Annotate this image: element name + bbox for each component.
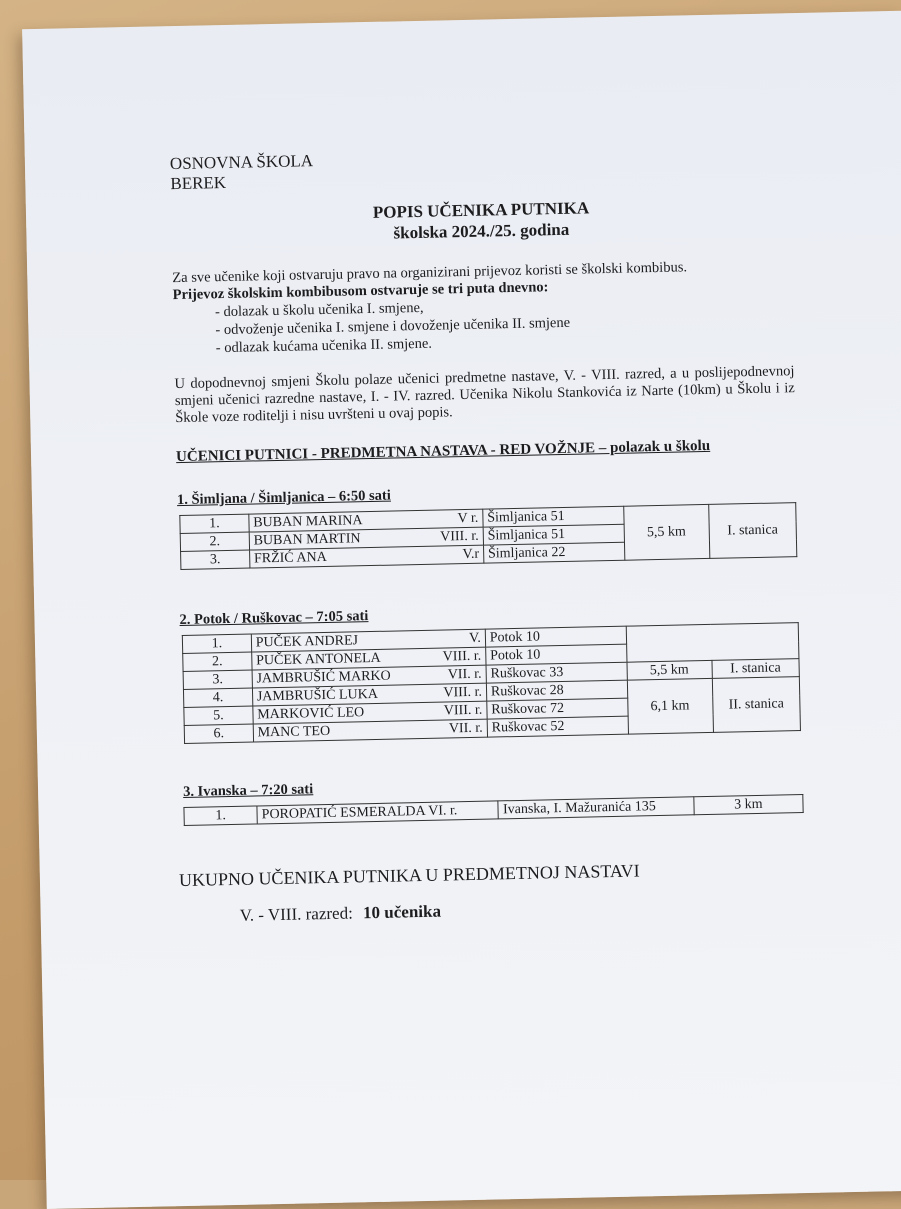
student-name: POROPATIĆ ESMERALDA VI. r. (257, 801, 499, 824)
row-number: 6. (184, 724, 253, 743)
table-row (184, 795, 803, 826)
row-number: 1. (182, 634, 251, 653)
route-table (182, 622, 801, 744)
title-sub: školska 2024./25. godina (393, 219, 570, 243)
student-grade: VII. r. (448, 720, 483, 737)
intro-block (172, 257, 794, 358)
empty-cell (626, 623, 799, 663)
school-name: OSNOVNA ŠKOLA (169, 151, 314, 174)
total-value: 10 učenika (362, 901, 442, 923)
student-grade: VIII. r. (442, 648, 482, 665)
document-content (170, 141, 806, 927)
distance: 5,5 km (623, 504, 709, 560)
student-grade: VIII. r. (443, 702, 483, 719)
student-grade: V. (468, 630, 481, 646)
student-name: MANC TEO VII. r. (253, 719, 487, 742)
stop: I. stanica (708, 503, 796, 559)
student-address: Šimljanica 22 (483, 542, 624, 563)
student-grade: VII. r. (447, 666, 482, 683)
student-grade: V r. (457, 510, 479, 527)
row-number: 2. (183, 652, 252, 671)
route-title: 1. Šimljana / Šimljanica – 6:50 sati (176, 487, 392, 509)
student-name: JAMBRUŠIĆ LUKA VIII. r. (252, 683, 486, 706)
student-address: Ruškovac 28 (486, 680, 627, 701)
route-title: 2. Potok / Ruškovac – 7:05 sati (179, 608, 369, 629)
list-item: - dolazak u školu učenika I. smjene, (214, 299, 424, 321)
stop: I. stanica (712, 659, 800, 679)
distance: 3 km (694, 795, 804, 815)
student-address: Ruškovac 33 (486, 662, 627, 683)
title-main: POPIS UČENIKA PUTNIKA (372, 198, 590, 222)
route-title: 3. Ivanska – 7:20 sati (182, 781, 314, 801)
intro-line: Za sve učenike koji ostvaruju pravo na organizirani prijevoz koristi se školski kombibus. (172, 259, 688, 287)
distance: 6,1 km (627, 678, 713, 734)
student-address: Potok 10 (485, 626, 626, 647)
student-name: PUČEK ANDREJ V. (251, 629, 485, 652)
list-item: - odlazak kućama učenika II. smjene. (215, 335, 433, 357)
student-address: Šimljanica 51 (483, 506, 624, 527)
row-number: 5. (184, 706, 253, 725)
student-address: Ivanska, I. Mažuranića 135 (498, 797, 694, 819)
student-address: Šimljanica 51 (483, 524, 624, 545)
student-name: BUBAN MARTIN VIII. r. (249, 527, 483, 550)
student-grade: VIII. r. (443, 684, 483, 701)
transport-list (173, 291, 794, 358)
row-number: 2. (180, 532, 249, 551)
student-address: Ruškovac 52 (487, 716, 628, 737)
student-grade: V.r (462, 546, 480, 563)
intro-bold: Prijevoz školskim kombibusom ostvaruje se tri puta dnevno: (172, 279, 549, 304)
list-item: - odvoženje učenika I. smjene i dovoženje učenika II. smjene (215, 314, 571, 339)
school-location: BEREK (170, 172, 227, 194)
shift-paragraph: U dopodnevnoj smjeni Školu polaze učenici predmetne nastave, V. - VIII. razred, a u poslijepodnevnoj smjeni učenici razredne nastave, I. - IV. razred. Učenika Nikolu Stankovića iz Narte (10km) u Školu i iz Škole voze roditelji i nisu uvršteni u ovaj popis. (174, 363, 795, 427)
row-number: 3. (181, 550, 250, 569)
student-name: MARKOVIĆ LEO VIII. r. (253, 701, 487, 724)
row-number: 3. (183, 670, 252, 689)
document-sheet (22, 11, 901, 1209)
student-name: PUČEK ANTONELA VIII. r. (251, 647, 485, 670)
total-heading: UKUPNO UČENIKA PUTNIKA U PREDMETNOJ NASTAVI (178, 860, 640, 891)
total-line (240, 894, 806, 926)
student-grade: VIII. r. (440, 528, 479, 545)
student-name: BUBAN MARINA V r. (249, 509, 483, 532)
student-address: Potok 10 (485, 644, 626, 665)
row-number: 4. (183, 688, 252, 707)
school-header (170, 141, 791, 194)
row-number: 1. (184, 806, 257, 826)
total-label: V. - VIII. razred: (239, 903, 354, 925)
student-address: Ruškovac 72 (487, 698, 628, 719)
student-name: FRŽIĆ ANA V.r (249, 545, 483, 568)
document-title (171, 193, 792, 248)
distance: 5,5 km (626, 660, 712, 680)
row-number: 1. (180, 514, 249, 533)
section-title: UČENICI PUTNICI - PREDMETNA NASTAVA - RED VOŽNJE – polazak u školu (175, 437, 711, 466)
student-name: JAMBRUŠIĆ MARKO VII. r. (252, 665, 486, 688)
stop: II. stanica (712, 677, 800, 733)
